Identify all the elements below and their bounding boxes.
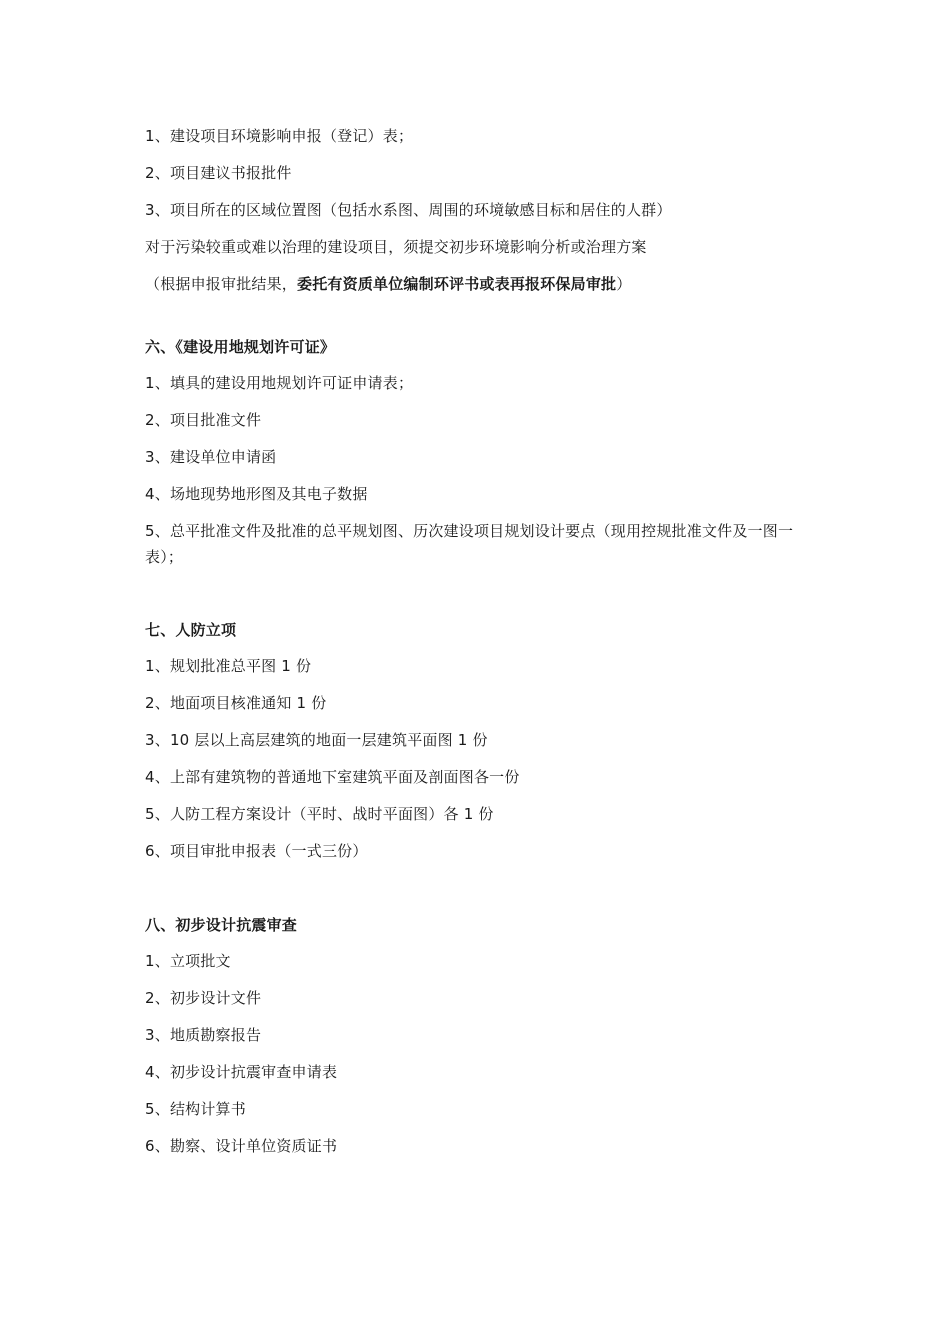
section8-title: 八、初步设计抗震审查	[145, 916, 298, 934]
env-note-bold: 委托有资质单位编制环评书或表再报环保局审批	[297, 275, 617, 293]
section7-item-4: 4、上部有建筑物的普通地下室建筑平面及剖面图各一份	[145, 768, 520, 786]
section6-item-4: 4、场地现势地形图及其电子数据	[145, 485, 368, 503]
section8-item-6: 6、勘察、设计单位资质证书	[145, 1137, 338, 1155]
env-item-3: 3、项目所在的区域位置图（包括水系图、周围的环境敏感目标和居住的人群）	[145, 201, 672, 219]
env-item-4: 对于污染较重或难以治理的建设项目，须提交初步环境影响分析或治理方案	[145, 238, 647, 256]
section8-item-4: 4、初步设计抗震审查申请表	[145, 1063, 338, 1081]
section7-item-1: 1、规划批准总平图 1 份	[145, 657, 312, 675]
section6-item-1: 1、填具的建设用地规划许可证申请表；	[145, 374, 414, 392]
section6-item-2: 2、项目批准文件	[145, 411, 262, 429]
section6-item-5: 5、总平批准文件及批准的总平规划图、历次建设项目规划设计要点（现用控规批准文件及一图一表）；	[145, 522, 794, 566]
section7-item-2: 2、地面项目核准通知 1 份	[145, 694, 327, 712]
section8-item-2: 2、初步设计文件	[145, 989, 262, 1007]
section8-item-3: 3、地质勘察报告	[145, 1026, 262, 1044]
section8-item-1: 1、立项批文	[145, 952, 231, 970]
section7-item-3: 3、10 层以上高层建筑的地面一层建筑平面图 1 份	[145, 731, 488, 749]
env-note	[145, 274, 631, 294]
section7-item-5: 5、人防工程方案设计（平时、战时平面图）各 1 份	[145, 805, 494, 823]
section6-title: 六、《建设用地规划许可证》	[145, 338, 336, 356]
env-item-2: 2、项目建议书报批件	[145, 164, 292, 182]
section7-title: 七、人防立项	[145, 621, 237, 639]
section6-item-3: 3、建设单位申请函	[145, 448, 277, 466]
section8-item-5: 5、结构计算书	[145, 1100, 246, 1118]
env-note-prefix: （根据申报审批结果，	[145, 275, 298, 293]
env-item-1: 1、建设项目环境影响申报（登记）表；	[145, 127, 414, 145]
section7-item-6: 6、项目审批申报表（一式三份）	[145, 842, 368, 860]
env-note-suffix: ）	[616, 275, 632, 293]
